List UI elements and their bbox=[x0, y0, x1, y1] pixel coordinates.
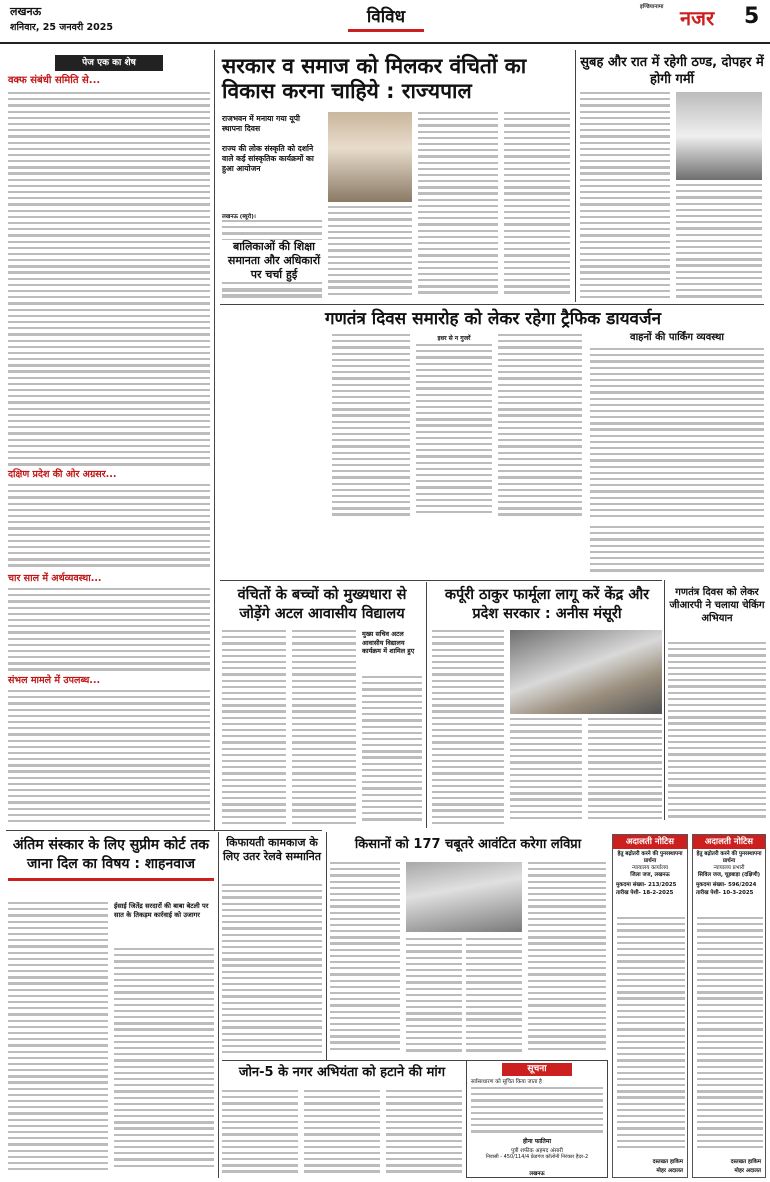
weather-photo bbox=[676, 92, 762, 180]
left-story4-title: संभल मामले में उपलब्ध... bbox=[8, 675, 101, 686]
announcement-city: लखनऊ bbox=[529, 1171, 545, 1177]
atal-body-col3 bbox=[362, 676, 422, 826]
announcement-body bbox=[471, 1087, 603, 1135]
farmers-photo bbox=[406, 862, 522, 932]
funeral-body-col2 bbox=[114, 948, 214, 1176]
funeral-bullet: ईसाई जितेंद्र सरदारों की बाबा बेटली पर सात के तिकड़म कार्रवाई को उजागर bbox=[114, 902, 209, 919]
page-number: 5 bbox=[744, 4, 760, 29]
lead-body-col4 bbox=[504, 112, 570, 302]
weather-body-col2 bbox=[676, 184, 762, 302]
left-story3-title: चार साल में अर्थव्यवस्था... bbox=[8, 573, 102, 584]
notice-2-district: सिविल जज, चूड़बाड़ा (दक्षिणी) bbox=[697, 872, 761, 878]
notice-2-signoff: दस्तखत हाकिम bbox=[730, 1159, 761, 1165]
lead-bullet-1: राजभवन में मनाया गया यूपी स्थापना दिवस bbox=[222, 114, 301, 133]
encroach-body-col3 bbox=[386, 1090, 462, 1176]
traffic-body-col3 bbox=[498, 334, 582, 522]
masthead bbox=[0, 0, 770, 44]
rent-body bbox=[222, 884, 322, 1056]
left-story4-body bbox=[8, 690, 210, 826]
lead-body-col2 bbox=[328, 206, 412, 304]
notice-2-date: तारीख पेशी- 10-3-2025 bbox=[696, 890, 754, 896]
traffic-top-rule bbox=[220, 304, 764, 305]
lead-dateline: लखनऊ (ब्यूरो)। bbox=[222, 214, 256, 220]
traffic-body-col2 bbox=[416, 344, 492, 522]
funeral-divider bbox=[218, 832, 219, 1178]
karpoori-headline: कर्पूरी ठाकुर फार्मूला लागू करें केंद्र और प्रदेश सरकार : अनीस मंसूरी bbox=[444, 587, 650, 622]
farmers-body-col4 bbox=[528, 862, 606, 1056]
karpoori-photo bbox=[510, 630, 662, 714]
notice-2-seal: मोहर अदालत bbox=[734, 1168, 761, 1174]
notice-1-body bbox=[617, 917, 685, 1153]
farmers-body-col3 bbox=[466, 938, 522, 1056]
traffic-bottom-rule bbox=[220, 580, 662, 581]
notice-1-title: अदालती नोटिस bbox=[613, 835, 687, 849]
announcement-name: हीना फातिमा bbox=[522, 1138, 551, 1145]
encroach-body-col2 bbox=[304, 1090, 380, 1176]
notice-2-court: हेतु बढ़ोतरी करने की पुनरस्थापना प्रार्थना bbox=[696, 851, 762, 864]
notice-1-office: न्यायालय कार्यालय bbox=[632, 865, 668, 871]
weather-headline: सुबह और रात में रहेगी ठण्ड, दोपहर में होगी गर्मी bbox=[580, 55, 764, 87]
traffic-body-col1 bbox=[332, 334, 410, 522]
atal-body-col2 bbox=[292, 630, 356, 826]
left-story2-body bbox=[8, 484, 210, 572]
left-story1-title: वक्फ संबंधी समिति से... bbox=[8, 75, 101, 86]
left-story2-title: दक्षिण प्रदेश की ओर अग्रसर... bbox=[8, 469, 117, 480]
notice-1-seal: मोहर अदालत bbox=[656, 1168, 683, 1174]
brand-logo-small: इण्डियानामा bbox=[640, 4, 664, 10]
farmers-body-col1 bbox=[330, 862, 400, 1056]
weather-body-col1 bbox=[580, 92, 670, 302]
left-story1-body bbox=[8, 92, 210, 468]
rent-divider bbox=[326, 832, 327, 1060]
announcement-address2: निवासी - 450/114/4 फ्रेडगंज कॉलोनी निरंकार हैदर-2 bbox=[485, 1154, 589, 1160]
atal-body-col1 bbox=[222, 630, 286, 826]
funeral-top-rule bbox=[6, 830, 322, 831]
masthead-date: शनिवार, 25 जनवरी 2025 bbox=[10, 22, 113, 33]
traffic-subhead-2: इधर से न गुजरें bbox=[437, 335, 471, 342]
left-story3-body bbox=[8, 588, 210, 676]
traffic-body-col4 bbox=[590, 348, 764, 522]
traffic-body-lower bbox=[590, 526, 764, 576]
atal-bullet: मुख्य सचिव अटल आवासीय विद्यालय कार्यक्रम में शामिल हुए bbox=[362, 630, 415, 656]
left-kicker: पेज एक का शेष bbox=[55, 55, 163, 71]
lead-bullet-2: राज्य की लोक संस्कृति को दर्शाने वाले कई सांस्कृतिक कार्यक्रमों का हुआ आयोजन bbox=[222, 144, 314, 173]
lead-headline: सरकार व समाज को मिलकर वंचितों का विकास करना चाहिये : राज्यपाल bbox=[222, 54, 527, 103]
karpoori-body-col1 bbox=[432, 630, 504, 826]
announcement-box bbox=[466, 1060, 608, 1178]
masthead-city: लखनऊ bbox=[10, 5, 42, 18]
notice-2-case: मुकदमा संख्या- 596/2024 bbox=[696, 882, 757, 888]
encroach-headline: जोन-5 के नगर अभियंता को हटाने की मांग bbox=[238, 1065, 446, 1080]
announcement-address: पुत्री शफीक अहमद अंसारी bbox=[511, 1148, 563, 1154]
notice-2-office: न्यायालय प्रभारी bbox=[713, 865, 745, 871]
notice-1-date: तारीख पेशी- 18-2-2025 bbox=[616, 890, 674, 896]
governor-photo bbox=[328, 112, 412, 202]
grp-divider bbox=[664, 580, 665, 820]
notice-1-district: जिला जज, लखनऊ bbox=[630, 872, 670, 878]
funeral-headline: अंतिम संस्कार के लिए सुप्रीम कोर्ट तक जाना दिल का विषय : शाहनवाज bbox=[8, 836, 214, 881]
karpoori-body-col2 bbox=[510, 718, 582, 826]
encroach-body-col1 bbox=[222, 1090, 298, 1176]
notice-2 bbox=[692, 834, 766, 1178]
atal-headline: वंचितों के बच्चों को मुख्यधारा से जोड़ेंगे अटल आवासीय विद्यालय bbox=[237, 587, 407, 622]
karpoori-body-col3 bbox=[588, 718, 662, 826]
notice-2-title: अदालती नोटिस bbox=[693, 835, 765, 849]
announcement-title: सूचना bbox=[502, 1063, 572, 1076]
funeral-body-col1 bbox=[8, 902, 108, 1176]
notice-2-body bbox=[697, 917, 763, 1153]
brand-logo: नजर bbox=[680, 6, 715, 30]
left-column-divider bbox=[214, 50, 215, 830]
section-title: विविध bbox=[348, 4, 424, 32]
atal-divider bbox=[426, 582, 427, 828]
grp-body bbox=[668, 642, 766, 820]
girls-education-headline: बालिकाओं की शिक्षा समानता और अधिकारों पर चर्चा हुई bbox=[222, 240, 326, 282]
top-right-divider bbox=[575, 50, 576, 302]
traffic-headline: गणतंत्र दिवस समारोह को लेकर रहेगा ट्रैफिक डायवर्जन bbox=[324, 309, 662, 329]
farmers-body-col2 bbox=[406, 938, 462, 1056]
notice-1-case: मुकदमा संख्या- 213/2025 bbox=[616, 882, 677, 888]
announcement-line1: सर्वसाधारण को सूचित किया जाता है bbox=[471, 1079, 542, 1085]
lead-body-col3 bbox=[418, 112, 498, 302]
notice-1-court: हेतु बढ़ोतरी करने की पुनरस्थापना प्रार्थना bbox=[617, 851, 683, 864]
rent-headline: किफायती कामकाज के लिए उतर रेलवे सम्मानित bbox=[222, 836, 322, 863]
farmers-headline: किसानों को 177 चबूतरे आवंटित करेगा लविप्रा bbox=[354, 837, 582, 852]
traffic-subhead: वाहनों की पार्किंग व्यवस्था bbox=[630, 332, 724, 343]
girls-education-body bbox=[222, 290, 322, 304]
notice-1-signoff: दस्तखत हाकिम bbox=[652, 1159, 683, 1165]
grp-headline: गणतंत्र दिवस को लेकर जीआरपी ने चलाया चेकिंग अभियान bbox=[669, 587, 765, 624]
notice-1 bbox=[612, 834, 688, 1178]
